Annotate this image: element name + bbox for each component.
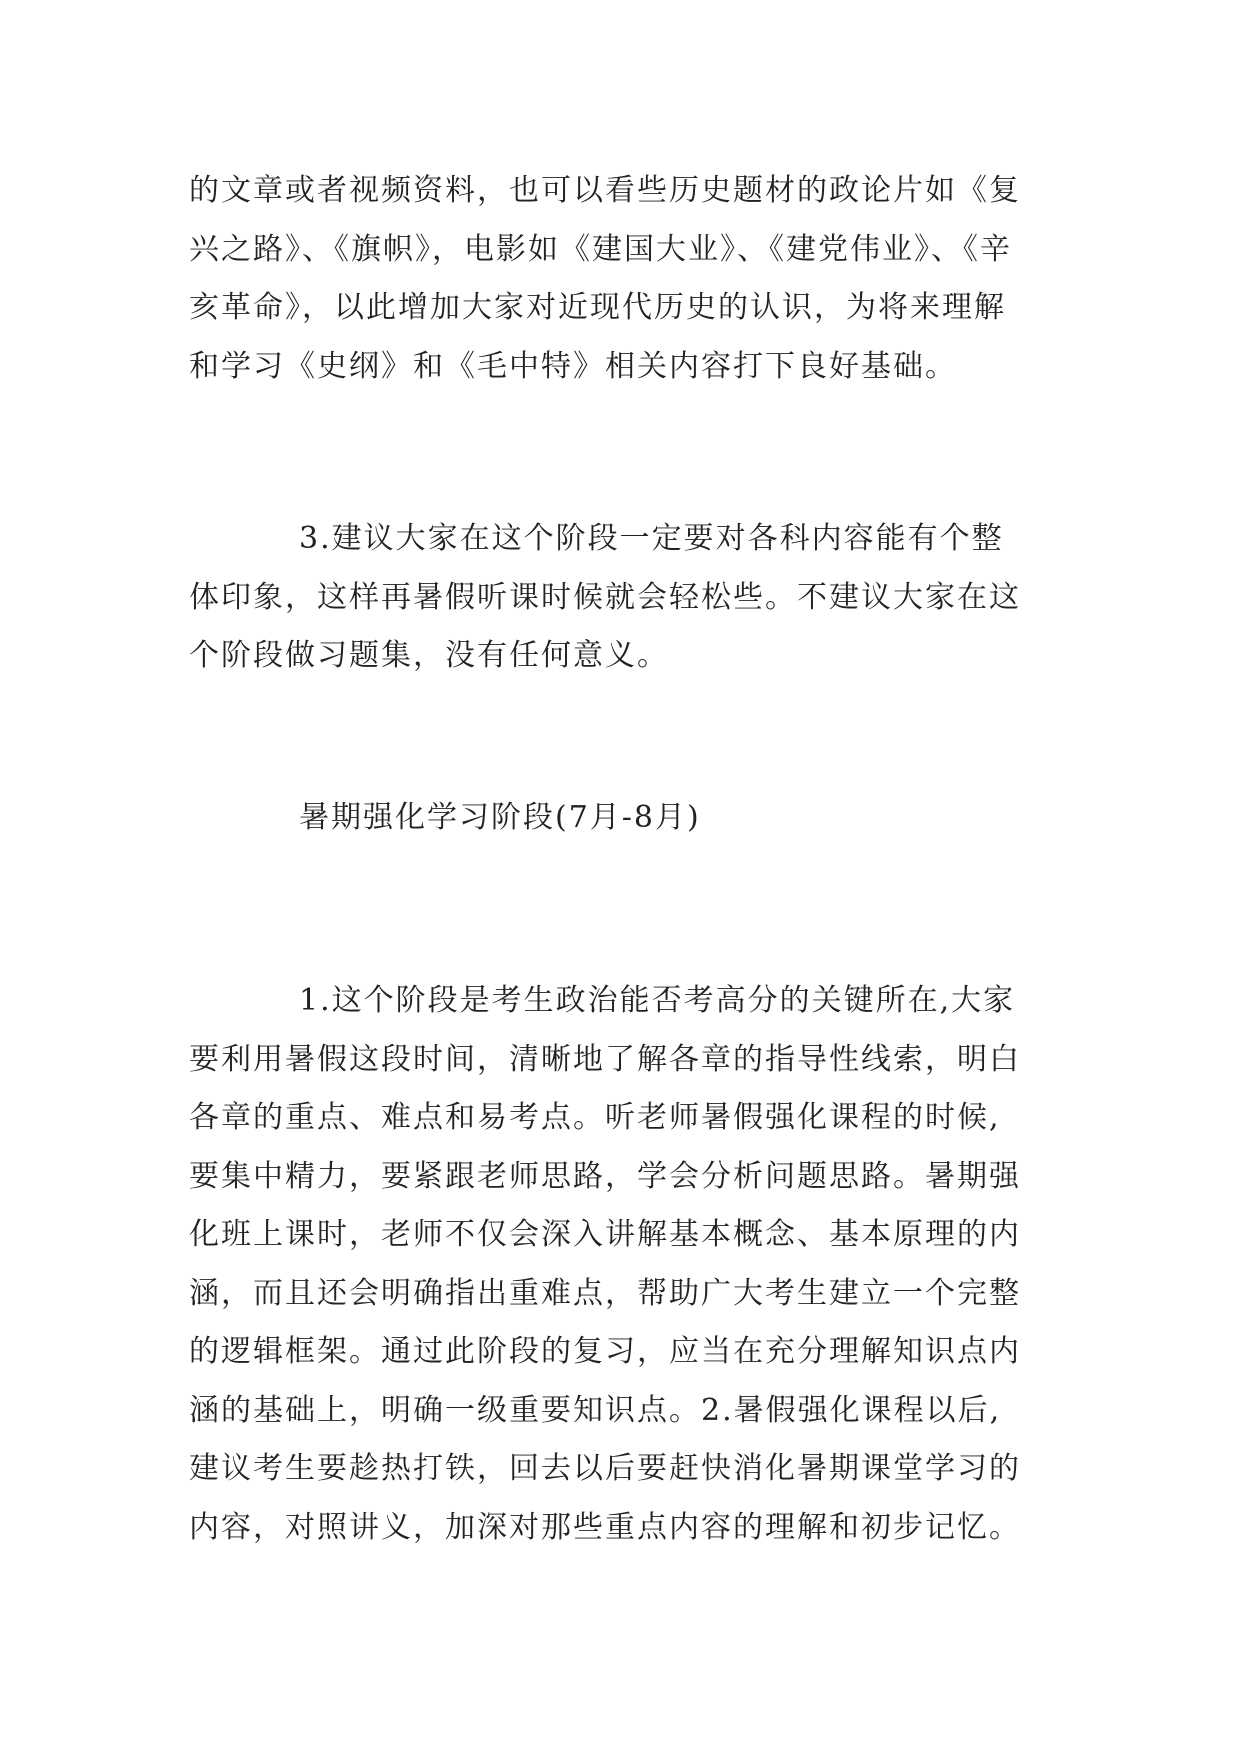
paragraph-2-line: 个阶段做习题集，没有任何意义。 — [189, 638, 669, 673]
paragraph-1-line: 的文章或者视频资料，也可以看些历史题材的政论片如《复 — [189, 173, 1021, 208]
paragraph-3-line: 各章的重点、难点和易考点。听老师暑假强化课程的时候, — [189, 1100, 1001, 1135]
paragraph-3-line: 内容，对照讲义，加深对那些重点内容的理解和初步记忆。 — [189, 1509, 1021, 1545]
paragraph-3-line: 涵，而且还会明确指出重难点，帮助广大考生建立一个完整 — [189, 1275, 1021, 1311]
paragraph-3-line: 化班上课时，老师不仅会深入讲解基本概念、基本原理的内 — [189, 1217, 1021, 1252]
paragraph-1-line: 和学习《史纲》和《毛中特》相关内容打下良好基础。 — [189, 348, 957, 384]
paragraph-2-line: 3.建议大家在这个阶段一定要对各科内容能有个整 — [299, 521, 1004, 556]
paragraph-3-line: 的逻辑框架。通过此阶段的复习，应当在充分理解知识点内 — [189, 1334, 1021, 1369]
paragraph-2-line: 体印象，这样再暑假听课时候就会轻松些。不建议大家在这 — [189, 579, 1021, 615]
paragraph-3 — [189, 972, 1059, 1557]
paragraph-1 — [189, 162, 1059, 396]
paragraph-3-line: 涵的基础上，明确一级重要知识点。2.暑假强化课程以后, — [189, 1392, 1002, 1428]
paragraph-2 — [189, 510, 1059, 686]
paragraph-3-line: 要利用暑假这段时间，清晰地了解各章的指导性线索，明白 — [189, 1041, 1021, 1077]
paragraph-1-line: 兴之路》、《旗帜》，电影如《建国大业》、《建党伟业》、《辛 — [189, 231, 1012, 267]
paragraph-3-line: 建议考生要趁热打铁，回去以后要赶快消化暑期课堂学习的 — [189, 1451, 1021, 1486]
paragraph-1-line: 亥革命》，以此增加大家对近现代历史的认识，为将来理解 — [189, 290, 1006, 325]
section-heading: 暑期强化学习阶段(7月-8月) — [299, 800, 701, 835]
paragraph-3-line: 要集中精力，要紧跟老师思路，学会分析问题思路。暑期强 — [189, 1158, 1021, 1194]
paragraph-3-line: 1.这个阶段是考生政治能否考高分的关键所在,大家 — [299, 983, 1016, 1018]
